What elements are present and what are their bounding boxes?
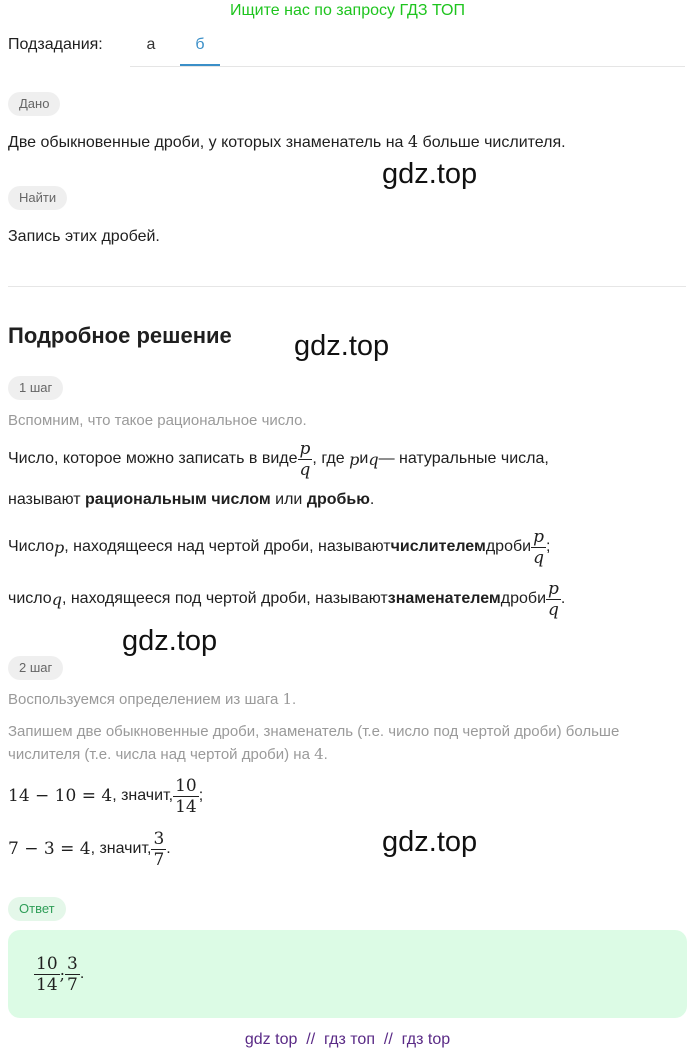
top-banner: Ищите нас по запросу ГДЗ ТОП [230,2,465,19]
fraction-3-7: $\frac{3}{7}$ [153,828,165,870]
step1-line1: Число, которое можно записать в виде $\frac{p}{q}$ , где p и q — натуральные числа, [8,438,549,480]
subtasks-label: Подзадания: [8,36,103,53]
active-tab-indicator [180,64,220,66]
footer-links: gdz top // гдз топ // гдз top [244,1031,451,1048]
answer-fraction-10-14: $\frac{10}{14}$ [36,953,58,995]
step2-paragraph-line2: числителя (т.е. числа над чертой дроби) на 4. [8,745,328,763]
step1-badge: 1 шаг [8,376,63,400]
given-badge: Дано [8,92,60,116]
step2-badge: 2 шаг [8,656,63,680]
find-badge: Найти [8,186,67,210]
step1-line2: называют рациональным числом или дробью. [8,491,375,508]
step2-note: Воспользуемся определением из шага 1. [8,690,297,708]
fraction-p-q: $\frac{p}{q}$ [548,578,559,620]
step1-line4: число q , находящееся под чертой дроби, называют знаменателем дроби $\frac{p}{q}$ . [8,578,566,620]
tab-a[interactable]: а [146,36,156,53]
fraction-p-q: $\frac{p}{q}$ [299,438,311,480]
answer-badge: Ответ [8,897,66,921]
given-text: Две обыкновенные дроби, у которых знаменатель на 4 больше числителя. [8,132,566,151]
section-divider [8,286,686,287]
tab-b[interactable]: б [195,36,205,53]
watermark: gdz.top [122,625,218,657]
solution-title: Подробное решение [8,323,232,348]
fraction-p-q: $\frac{p}{q}$ [533,526,544,568]
watermark: gdz.top [382,158,478,190]
equation-2: 7 − 3 = 4 , значит, $\frac{3}{7}$ . [8,828,171,870]
tabs-divider [130,66,685,67]
watermark: gdz.top [382,826,478,858]
watermark: gdz.top [294,330,390,362]
step1-line3: Число p , находящееся над чертой дроби, называют числителем дроби $\frac{p}{q}$ ; [8,526,551,568]
fraction-10-14: $\frac{10}{14}$ [175,775,197,817]
step1-note: Вспомним, что такое рациональное число. [8,412,307,429]
answer-fraction-3-7: $\frac{3}{7}$ [67,953,78,995]
equation-1: 14 − 10 = 4 , значит, $\frac{10}{14}$ ; [8,775,204,817]
answer-box [8,930,687,1018]
step2-paragraph-line1: Запишем две обыкновенные дроби, знаменатель (т.е. число под чертой дроби) больше [8,723,620,740]
answer-value: $\frac{10}{14}$ ; $\frac{3}{7}$ . [36,953,85,995]
find-text: Запись этих дробей. [8,228,160,245]
